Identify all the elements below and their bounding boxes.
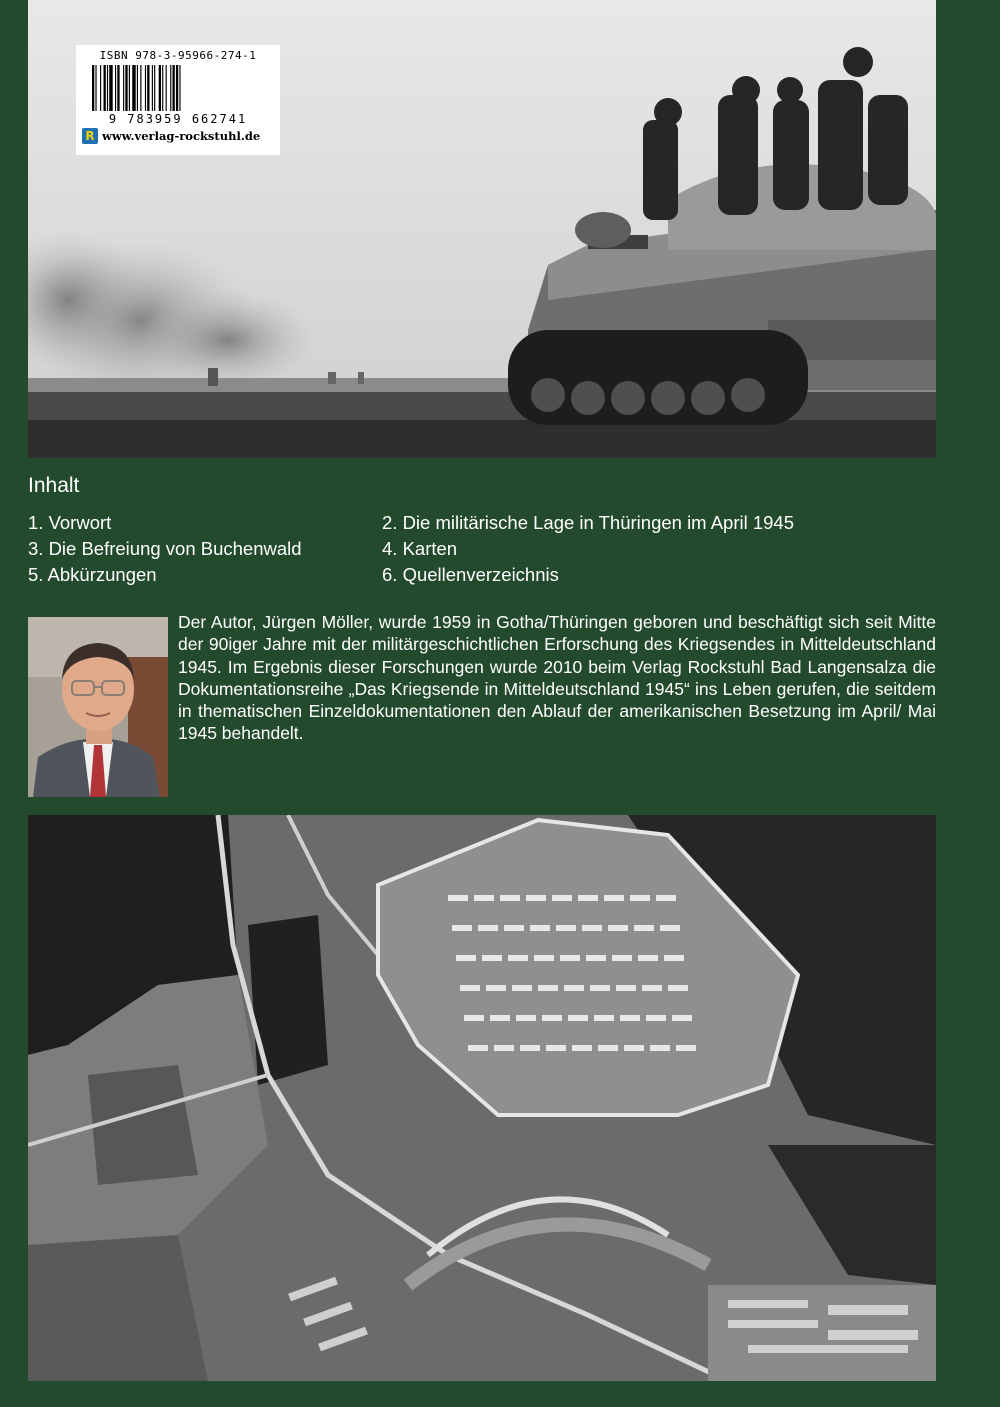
author-bio: Der Autor, Jürgen Möller, wurde 1959 in Gotha/Thüringen geboren und beschäftigt sich seit Mitte der 90iger Jahre mit der militärgeschichtlichen Erforschung des Kriegsendes in Mitteldeutschland 1945. Im Ergebnis dieser Forschungen wurde 2010 beim Verlag Rockstuhl Bad Langensalza die Dokumentationsreihe „Das Kriegsende in Mitteldeutschland 1945“ ins Leben gerufen, die seitdem in thematischen Einzeldokumentationen den Ablauf der amerikanischen Besetzung im April/ Mai 1945 behandelt. <box>178 612 936 744</box>
aerial-photo <box>28 815 936 1381</box>
contents-item: 5. Abkürzungen <box>28 564 157 585</box>
contents-item: 6. Quellenverzeichnis <box>382 564 559 585</box>
publisher-url: www.verlag-rockstuhl.de <box>102 129 261 143</box>
contents-item: 3. Die Befreiung von Buchenwald <box>28 538 302 559</box>
barcode-digits: 9 783959 662741 <box>108 112 248 126</box>
contents-item: 1. Vorwort <box>28 512 112 533</box>
author-portrait <box>28 617 168 797</box>
publisher-logo-icon: R <box>82 128 98 144</box>
isbn-label: ISBN 978-3-95966-274-1 <box>99 49 257 62</box>
contents-list <box>28 511 928 587</box>
contents-title: Inhalt <box>28 474 80 497</box>
contents-item: 4. Karten <box>382 538 458 559</box>
barcode-bars <box>88 65 268 111</box>
isbn-barcode <box>76 45 280 155</box>
publisher-url-row <box>82 128 274 144</box>
contents-item: 2. Die militärische Lage in Thüringen im April 1945 <box>382 512 795 533</box>
